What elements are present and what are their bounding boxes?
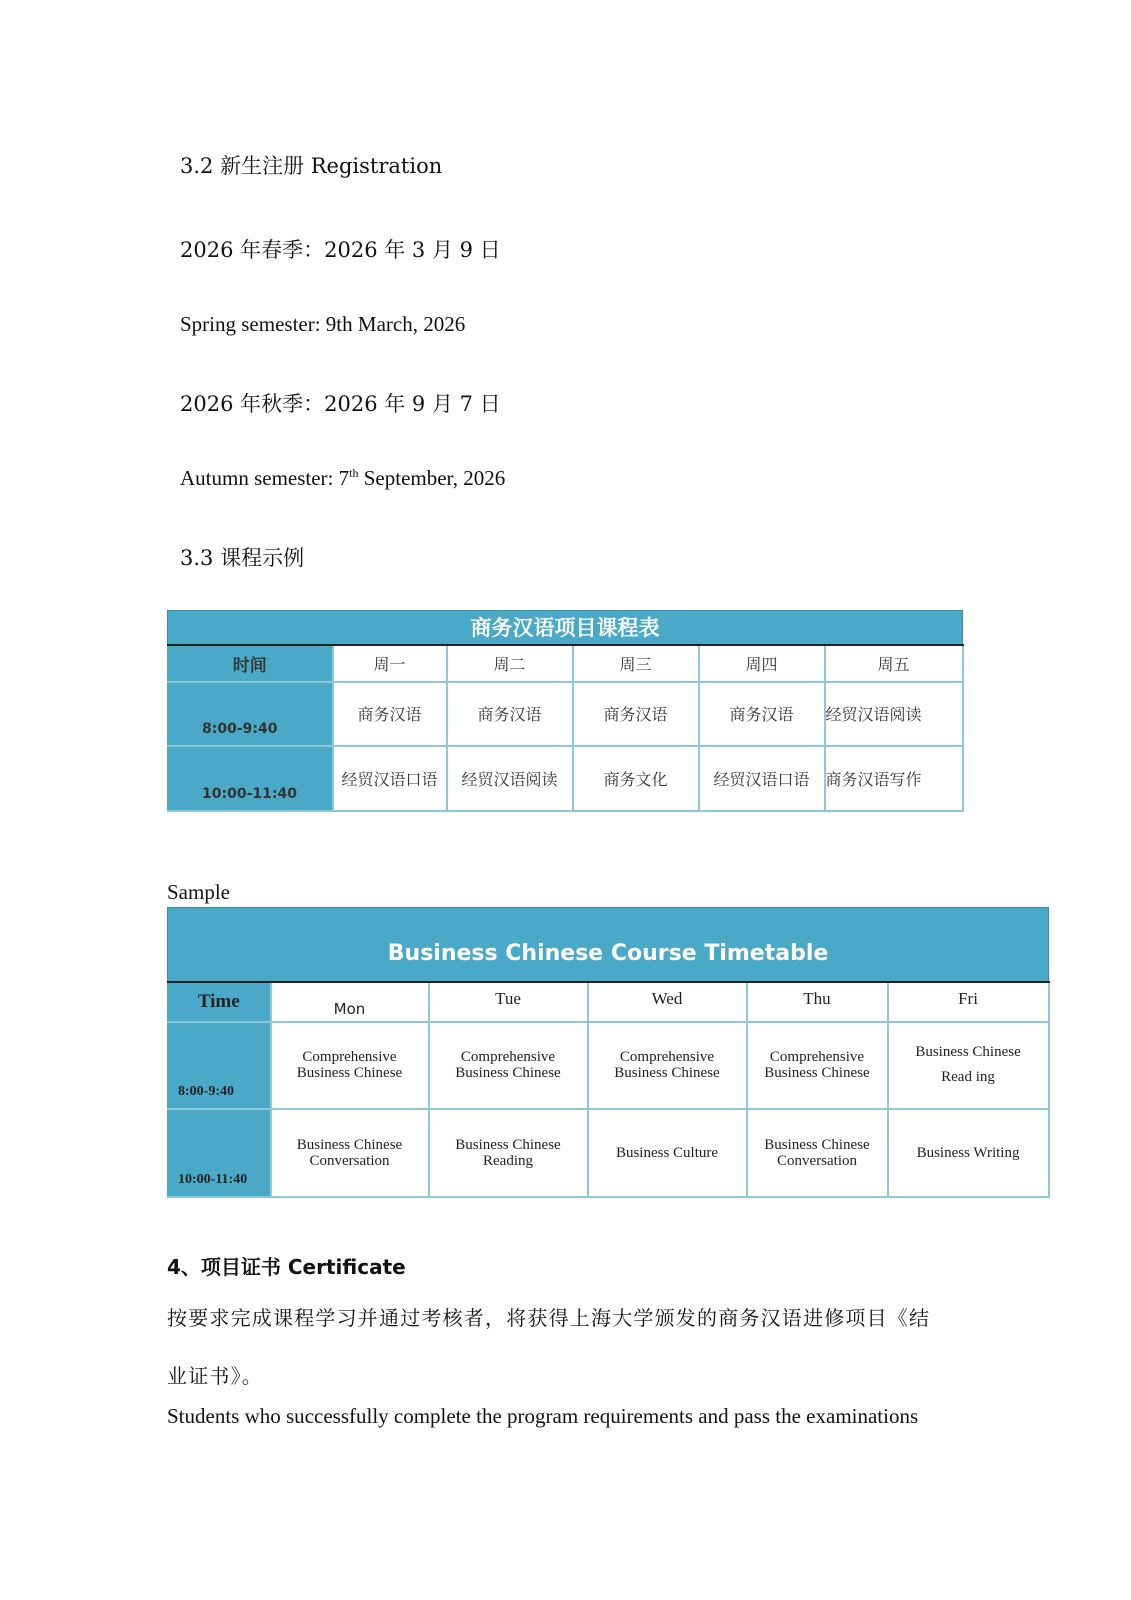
en-day-header: Thu bbox=[747, 982, 888, 1022]
en-course-line: Business Chinese bbox=[455, 1136, 561, 1153]
cn-course-cell: 商务汉语 bbox=[699, 682, 825, 746]
certificate-en-line1: Students who successfully complete the program requirements and pass the examinations bbox=[167, 1404, 919, 1428]
en-course-cell bbox=[747, 1022, 888, 1109]
en-course-cell bbox=[271, 1109, 429, 1197]
spring-date-en: Spring semester: 9th March, 2026 bbox=[180, 312, 466, 336]
en-course-line: Conversation bbox=[777, 1152, 857, 1169]
autumn-date-cn: 2026 年秋季：2026 年 9 月 7 日 bbox=[180, 392, 501, 416]
registration-heading: 3.2 新生注册 Registration bbox=[180, 154, 443, 178]
cn-time-slot: 8:00-9:40 bbox=[168, 682, 333, 746]
en-time-slot: 10:00-11:40 bbox=[168, 1109, 271, 1197]
cn-course-cell: 商务汉语 bbox=[447, 682, 573, 746]
en-course-line: Business Writing bbox=[916, 1144, 1020, 1161]
en-day-header: Fri bbox=[888, 982, 1049, 1022]
cn-time-header: 时间 bbox=[168, 645, 333, 682]
cn-day-header: 周五 bbox=[825, 645, 963, 682]
en-course-line: Reading bbox=[483, 1152, 533, 1169]
cn-course-cell: 经贸汉语阅读 bbox=[825, 682, 963, 746]
en-timetable bbox=[167, 907, 1050, 1198]
cn-time-slot: 10:00-11:40 bbox=[168, 746, 333, 811]
en-course-line: Business Culture bbox=[615, 1144, 719, 1161]
cn-timetable bbox=[167, 610, 964, 812]
en-course-cell bbox=[747, 1109, 888, 1197]
en-day-header: Wed bbox=[588, 982, 747, 1022]
en-time-header: Time bbox=[168, 982, 271, 1022]
cn-day-header: 周四 bbox=[699, 645, 825, 682]
en-course-line: Comprehensive bbox=[302, 1049, 397, 1065]
en-day-header: Mon bbox=[271, 982, 429, 1022]
en-course-line: Business Chinese bbox=[455, 1065, 561, 1081]
spring-date-cn: 2026 年春季：2026 年 3 月 9 日 bbox=[180, 238, 501, 262]
en-course-line: Conversation bbox=[309, 1152, 390, 1169]
cn-day-header: 周二 bbox=[447, 645, 573, 682]
autumn-date-sup: th bbox=[349, 466, 359, 480]
en-course-cell bbox=[271, 1022, 429, 1109]
autumn-date-suffix: September, 2026 bbox=[358, 466, 506, 490]
en-course-cell bbox=[888, 1109, 1049, 1197]
en-course-cell bbox=[888, 1022, 1049, 1109]
en-course-cell bbox=[429, 1109, 588, 1197]
en-course-line: Business Chinese bbox=[614, 1065, 720, 1081]
cn-course-cell: 经贸汉语口语 bbox=[333, 746, 447, 811]
en-course-line: Business Chinese bbox=[296, 1065, 403, 1081]
certificate-heading: 4、项目证书 Certificate bbox=[167, 1255, 406, 1279]
sample-label: Sample bbox=[167, 880, 230, 904]
cn-course-cell: 商务汉语写作 bbox=[825, 746, 963, 811]
course-sample-heading: 3.3 课程示例 bbox=[180, 546, 305, 570]
en-course-cell bbox=[588, 1022, 747, 1109]
en-course-line: Comprehensive bbox=[460, 1049, 556, 1065]
autumn-date-prefix: Autumn semester: 7 bbox=[180, 466, 350, 490]
en-course-line: Business Chinese bbox=[764, 1136, 870, 1153]
en-course-line: Business Chinese bbox=[296, 1136, 403, 1153]
certificate-cn-line1: 按要求完成课程学习并通过考核者，将获得上海大学颁发的商务汉语进修项目《结 bbox=[167, 1306, 931, 1330]
cn-course-cell: 经贸汉语口语 bbox=[699, 746, 825, 811]
cn-course-cell: 商务汉语 bbox=[333, 682, 447, 746]
en-course-cell bbox=[429, 1022, 588, 1109]
cn-course-cell: 商务文化 bbox=[573, 746, 699, 811]
cn-course-cell: 商务汉语 bbox=[573, 682, 699, 746]
en-time-slot: 8:00-9:40 bbox=[168, 1022, 271, 1109]
cn-day-header: 周三 bbox=[573, 645, 699, 682]
en-timetable-title: Business Chinese Course Timetable bbox=[168, 908, 1049, 982]
en-course-cell bbox=[588, 1109, 747, 1197]
en-course-line: Read ing bbox=[941, 1069, 995, 1085]
cn-day-header: 周一 bbox=[333, 645, 447, 682]
en-course-line: Comprehensive bbox=[619, 1049, 715, 1065]
en-day-header: Tue bbox=[429, 982, 588, 1022]
cn-course-cell: 经贸汉语阅读 bbox=[447, 746, 573, 811]
certificate-cn-line2: 业证书》。 bbox=[167, 1364, 263, 1388]
en-course-line: Business Chinese bbox=[764, 1065, 870, 1081]
en-course-line: Business Chinese bbox=[915, 1044, 1021, 1060]
autumn-date-en bbox=[180, 466, 505, 491]
en-course-line: Comprehensive bbox=[769, 1049, 865, 1065]
cn-timetable-title: 商务汉语项目课程表 bbox=[168, 611, 963, 645]
